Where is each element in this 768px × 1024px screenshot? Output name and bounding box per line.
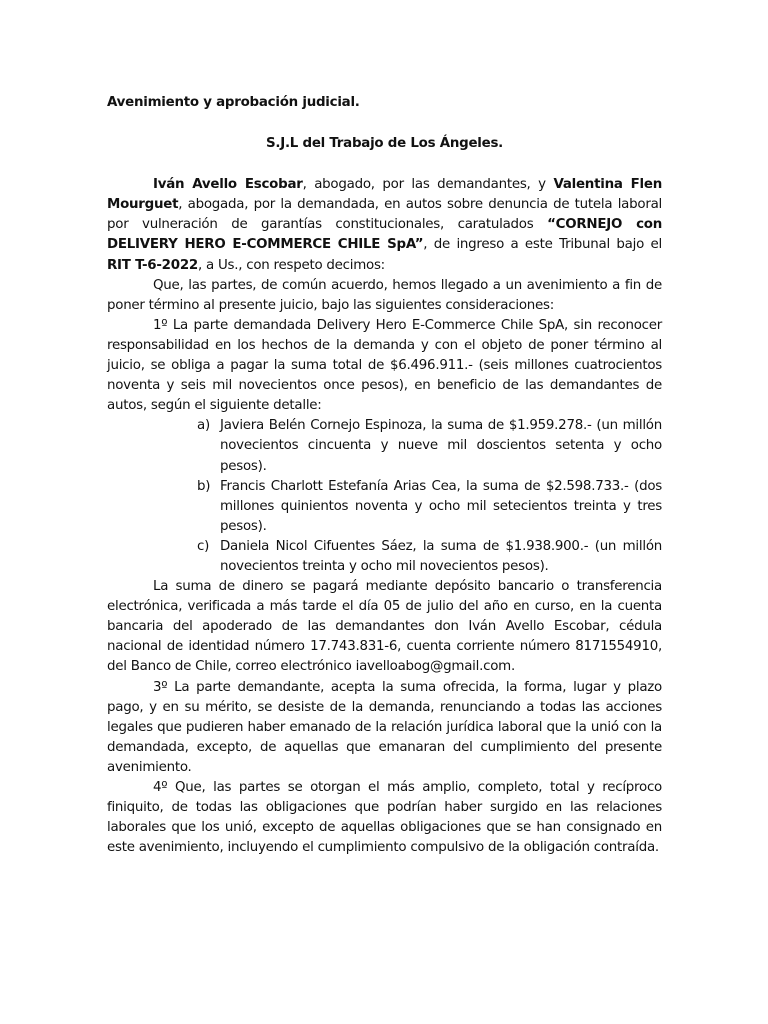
list-item-text: Javiera Belén Cornejo Espinoza, la suma de $1.959.278.- (un millón novecientos cincuenta y nueve mil doscientos setenta y ocho pesos). [220,418,662,474]
clause-3: 3º La parte demandante, acepta la suma ofrecida, la forma, lugar y plazo pago, y en su mérito, se desiste de la demanda, renunciando a todas las acciones legales que pudieren haber emanado de la relación jurídica laboral que la unió con la demandada, excepto, de aquellas que emanaran del cumplimiento del presente avenimiento. [107,679,662,775]
list-item-text: Daniela Nicol Cifuentes Sáez, la suma de $1.938.900.- (un millón novecientos treinta y ocho mil novecientos pesos). [220,538,662,574]
intro-text-3: , de ingreso a este Tribunal bajo el [423,237,662,253]
intro-text-1: , abogado, por las demandantes, y [302,177,554,193]
intro-paragraph [107,175,662,275]
list-item-marker: a) [197,418,210,434]
list-item [197,477,662,537]
attorney-name-plaintiffs: Iván Avello Escobar [153,177,303,193]
clause-4: 4º Que, las partes se otorgan el más amplio, completo, total y recíproco finiquito, de todas las obligaciones que podrían haber surgido en las relaciones laborales que los unió, excepto de aquellas obligaciones que se han consignado en este avenimiento, incluyendo el cumplimiento compulsivo de la obligación contraída. [107,780,662,856]
list-item-marker: b) [197,478,211,494]
list-item-text: Francis Charlott Estefanía Arias Cea, la suma de $2.598.733.- (dos millones quinientos noventa y ocho mil setecientos treinta y tres pesos). [220,478,662,534]
payment-paragraph: La suma de dinero se pagará mediante depósito bancario o transferencia electrónica, verificada a más tarde el día 05 de julio del año en curso, en la cuenta bancaria del apoderado de las demandantes don Iván Avello Escobar, cédula nacional de identidad número 17.743.831-6, cuenta corriente número 8171554910, del Banco de Chile, correo electrónico iavelloabog@gmail.com. [107,579,662,675]
agreement-paragraph: Que, las partes, de común acuerdo, hemos llegado a un avenimiento a fin de poner término al presente juicio, bajo las siguientes consideraciones: [107,277,662,313]
intro-text-2: , abogada, por la demandada, en autos sobre denuncia de tutela laboral por vulneración de garantías constitucionales, caratulados [107,197,662,233]
list-item-marker: c) [197,538,210,554]
intro-text-4: , a Us., con respeto decimos: [197,257,385,273]
court-heading: S.J.L del Trabajo de Los Ángeles. [265,136,504,152]
payment-detail-list [107,416,662,577]
document-title: Avenimiento y aprobación judicial. [107,95,360,110]
case-title: “CORNEJO con DELIVERY HERO E-COMMERCE CHILE SpA” [107,217,663,253]
attorney-name-defendant: Valentina Flen Mourguet [107,177,662,213]
document-body [107,93,662,858]
list-item [197,416,662,476]
clause-1: 1º La parte demandada Delivery Hero E-Commerce Chile SpA, sin reconocer responsabilidad en los hechos de la demanda y con el objeto de poner término al juicio, se obliga a pagar la suma total de $6.496.911.- (seis millones cuatrocientos noventa y seis mil novecientos once pesos), en beneficio de las demandantes de autos, según el siguiente detalle: [107,317,662,414]
list-item [197,537,662,577]
case-rit: RIT T-6-2022 [107,257,198,273]
